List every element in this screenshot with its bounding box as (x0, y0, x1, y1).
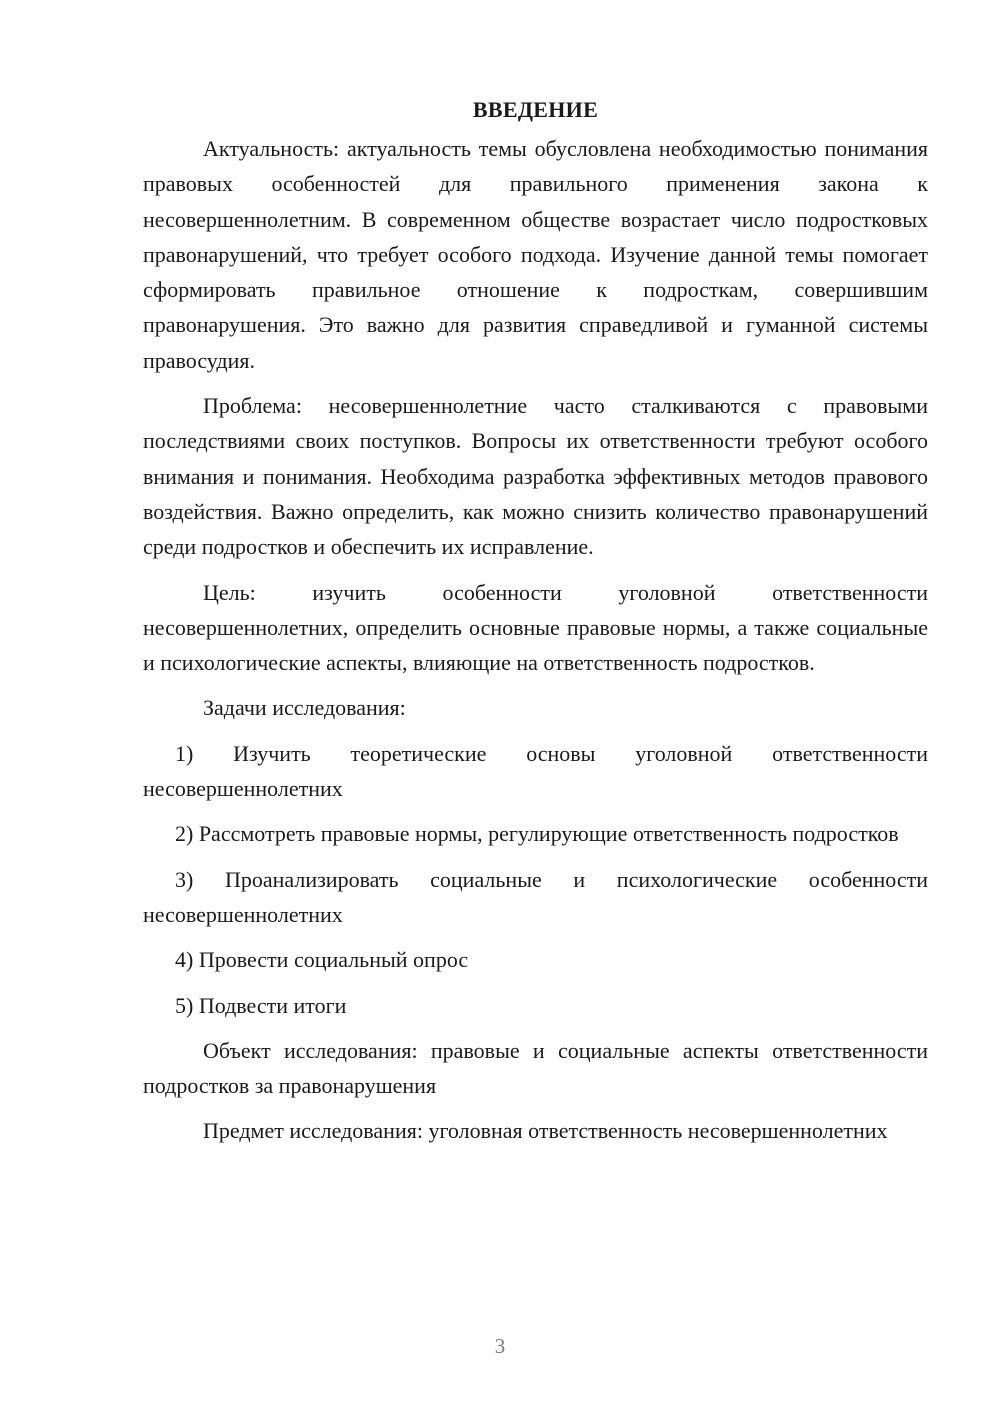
page-number: 3 (494, 1334, 506, 1358)
task-item-1: 1) Изучить теоретические основы уголовной ответственности несовершеннолетних (143, 740, 928, 802)
paragraph-problem: Проблема: несовершеннолетние часто сталкиваются с правовыми последствиями своих поступков. Вопросы их ответственности требуют особого внимания и понимания. Необходима разработка эффективных методов правового воздействия. Важно определить, как можно снизить количество правонарушений среди подростков и обеспечить их исправление. (143, 393, 928, 560)
task-item-4: 4) Провести социальный опрос (175, 947, 469, 973)
document-page (143, 92, 928, 1159)
task-item-3: 3) Проанализировать социальные и психологические особенности несовершеннолетних (143, 866, 928, 927)
task-item-5: 5) Подвести итоги (175, 992, 347, 1018)
tasks-heading: Задачи исследования: (203, 695, 406, 721)
paragraph-subject: Предмет исследования: уголовная ответственность несовершеннолетних (203, 1118, 888, 1144)
paragraph-actuality: Актуальность: актуальность темы обусловлена необходимостью понимания правовых особенностей для правильного применения закона к несовершеннолетним. В современном обществе возрастает число подростковых правонарушений, что требует особого подхода. Изучение данной темы помогает сформировать правильное отношение к подросткам, совершившим правонарушения. Это важно для развития справедливой и гуманной системы правосудия. (143, 136, 928, 373)
task-item-2: 2) Рассмотреть правовые нормы, регулирующие ответственность подростков (175, 821, 899, 847)
paragraph-goal: Цель: изучить особенности уголовной ответственности несовершеннолетних, определить основные правовые нормы, а также социальные и психологические аспекты, влияющие на ответственность подростков. (143, 579, 928, 676)
section-title: ВВЕДЕНИЕ (472, 97, 599, 122)
paragraph-object: Объект исследования: правовые и социальные аспекты ответственности подростков за правонарушения (143, 1037, 928, 1099)
